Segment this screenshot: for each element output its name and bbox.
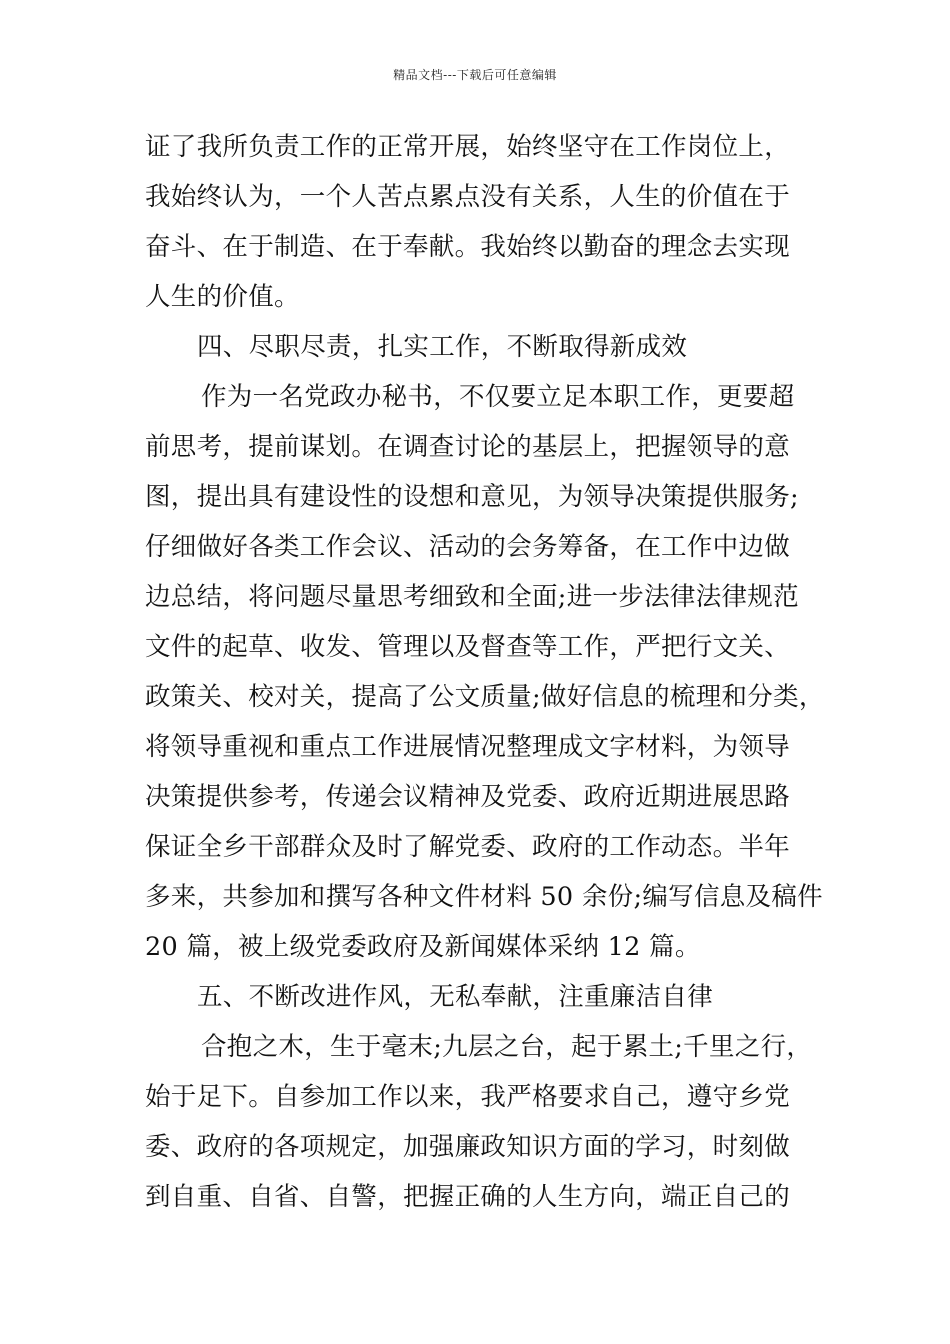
text-line: 图，提出具有建设性的设想和意见，为领导决策提供服务;	[145, 482, 799, 512]
text-line: 作为一名党政办秘书，不仅要立足本职工作，更要超	[201, 382, 795, 412]
text-line: 仔细做好各类工作会议、活动的会务筹备，在工作中边做	[145, 532, 791, 562]
text-line: 奋斗、在于制造、在于奉献。我始终以勤奋的理念去实现	[145, 232, 791, 262]
text-line: 合抱之木，生于毫末;九层之台，起于累土;千里之行，	[201, 1032, 813, 1062]
text-line: 边总结，将问题尽量思考细致和全面;进一步法律法律规范	[145, 582, 799, 612]
page-header: 精品文档---下载后可任意编辑	[393, 68, 557, 82]
text-line: 文件的起草、收发、管理以及督查等工作，严把行文关、	[145, 632, 791, 662]
text-line: 到自重、自省、自警，把握正确的人生方向，端正自己的	[145, 1182, 791, 1212]
text-line: 证了我所负责工作的正常开展，始终坚守在工作岗位上，	[145, 132, 791, 162]
section-heading-4: 四、尽职尽责，扎实工作，不断取得新成效	[197, 332, 688, 362]
text-line: 20 篇，被上级党委政府及新闻媒体采纳 12 篇。	[145, 932, 701, 962]
text-line: 委、政府的各项规定，加强廉政知识方面的学习，时刻做	[145, 1132, 791, 1162]
text-line: 将领导重视和重点工作进展情况整理成文字材料，为领导	[145, 732, 791, 762]
text-line: 决策提供参考，传递会议精神及党委、政府近期进展思路	[145, 782, 791, 812]
section-heading-5: 五、不断改进作风，无私奉献，注重廉洁自律	[197, 982, 714, 1012]
text-line: 我始终认为，一个人苦点累点没有关系，人生的价值在于	[145, 182, 791, 212]
text-line: 政策关、校对关，提高了公文质量;做好信息的梳理和分类，	[145, 682, 825, 712]
text-line: 始于足下。自参加工作以来，我严格要求自己，遵守乡党	[145, 1082, 791, 1112]
text-line: 保证全乡干部群众及时了解党委、政府的工作动态。半年	[145, 832, 791, 862]
text-line: 前思考，提前谋划。在调查讨论的基层上，把握领导的意	[145, 432, 791, 462]
text-line: 多来，共参加和撰写各种文件材料 50 余份;编写信息及稿件	[145, 882, 823, 912]
body-text	[145, 126, 835, 1226]
text-line: 人生的价值。	[145, 282, 300, 312]
